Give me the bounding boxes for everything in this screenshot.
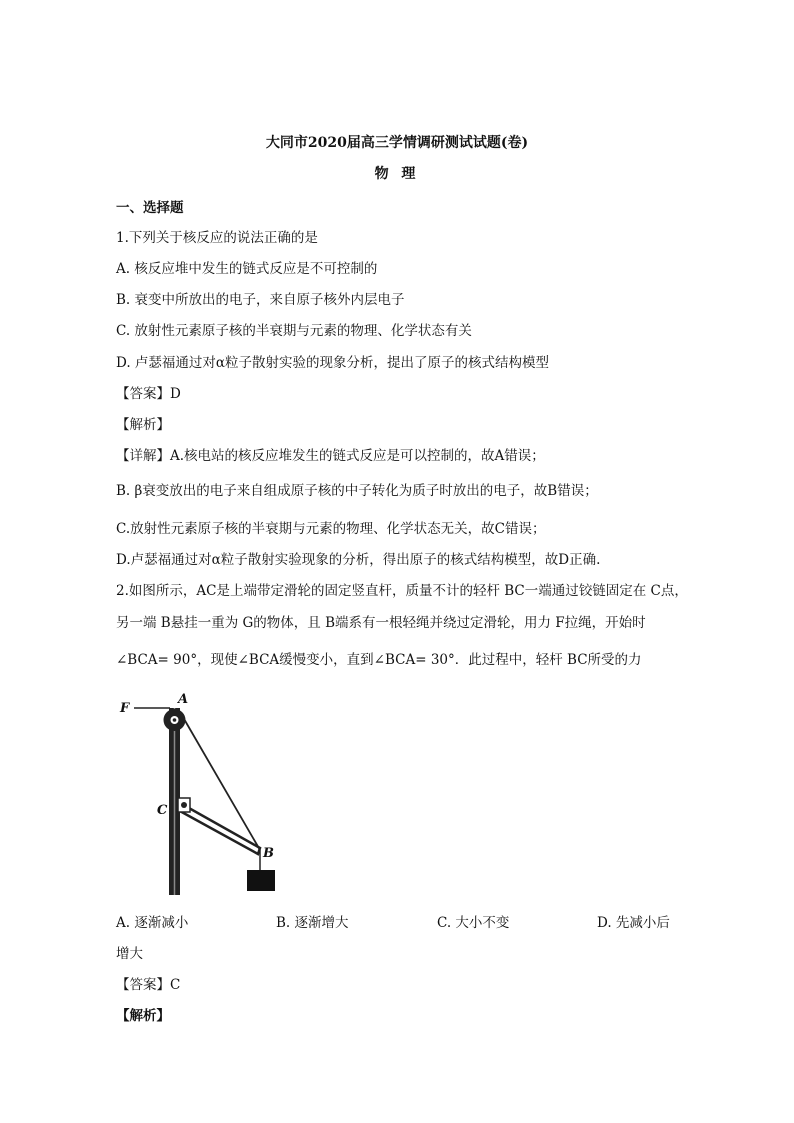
q1-option-d: D. 卢瑟福通过对α粒子散射实验的现象分析，提出了原子的核式结构模型	[116, 355, 550, 371]
q1-analysis-label: 【解析】	[116, 417, 170, 433]
q1-explanation-a: 【详解】A.核电站的核反应堆发生的链式反应是可以控制的，故A错误；	[116, 448, 545, 464]
q1-option-a: A. 核反应堆中发生的链式反应是不可控制的	[116, 261, 378, 277]
q2-analysis-label: 【解析】	[116, 1008, 170, 1024]
section-heading: 一、选择题	[116, 200, 184, 216]
q2-answer: 【答案】C	[116, 977, 181, 993]
q2-option-d: D. 先减小后	[597, 915, 670, 931]
q2-option-c: C. 大小不变	[437, 915, 510, 931]
q1-option-c: C. 放射性元素原子核的半衰期与元素的物理、化学状态有关	[116, 323, 472, 339]
label-c: C	[157, 803, 168, 818]
q2-option-a: A. 逐渐减小	[116, 915, 189, 931]
pulley-rod-figure	[112, 690, 282, 895]
q1-explanation-b: B. β衰变放出的电子来自组成原子核的中子转化为质子时放出的电子，故B错误；	[116, 483, 598, 499]
weight-block	[247, 870, 275, 891]
q2-stem-line-3: ∠BCA= 90°，现使∠BCA缓慢变小，直到∠BCA= 30°．此过程中，轻杆 BC所受的力	[116, 652, 642, 668]
subject-title: 物 理	[374, 166, 420, 182]
label-f: F	[120, 701, 130, 716]
q2-option-d-continuation: 增大	[116, 946, 143, 962]
label-a: A	[178, 692, 189, 707]
q2-stem-line-2: 另一端 B悬挂一重为 G的物体，且 B端系有一根轻绳并绕过定滑轮，用力 F拉绳，开始时	[116, 615, 646, 631]
label-b: B	[263, 846, 274, 861]
q1-option-b: B. 衰变中所放出的电子，来自原子核外内层电子	[116, 292, 405, 308]
q1-stem: 1.下列关于核反应的说法正确的是	[116, 230, 318, 246]
q1-explanation-c: C.放射性元素原子核的半衰期与元素的物理、化学状态无关，故C错误；	[116, 521, 546, 537]
q2-stem-line-1: 2.如图所示，AC是上端带定滑轮的固定竖直杆，质量不计的轻杆 BC一端通过铰链固定在 C点，	[116, 583, 688, 599]
q1-answer: 【答案】D	[116, 386, 181, 402]
q1-explanation-d: D.卢瑟福通过对α粒子散射实验现象的分析，得出原子的核式结构模型，故D正确.	[116, 552, 601, 568]
exam-title: 大同市2020届高三学情调研测试试题(卷)	[265, 135, 529, 151]
q2-option-b: B. 逐渐增大	[276, 915, 349, 931]
